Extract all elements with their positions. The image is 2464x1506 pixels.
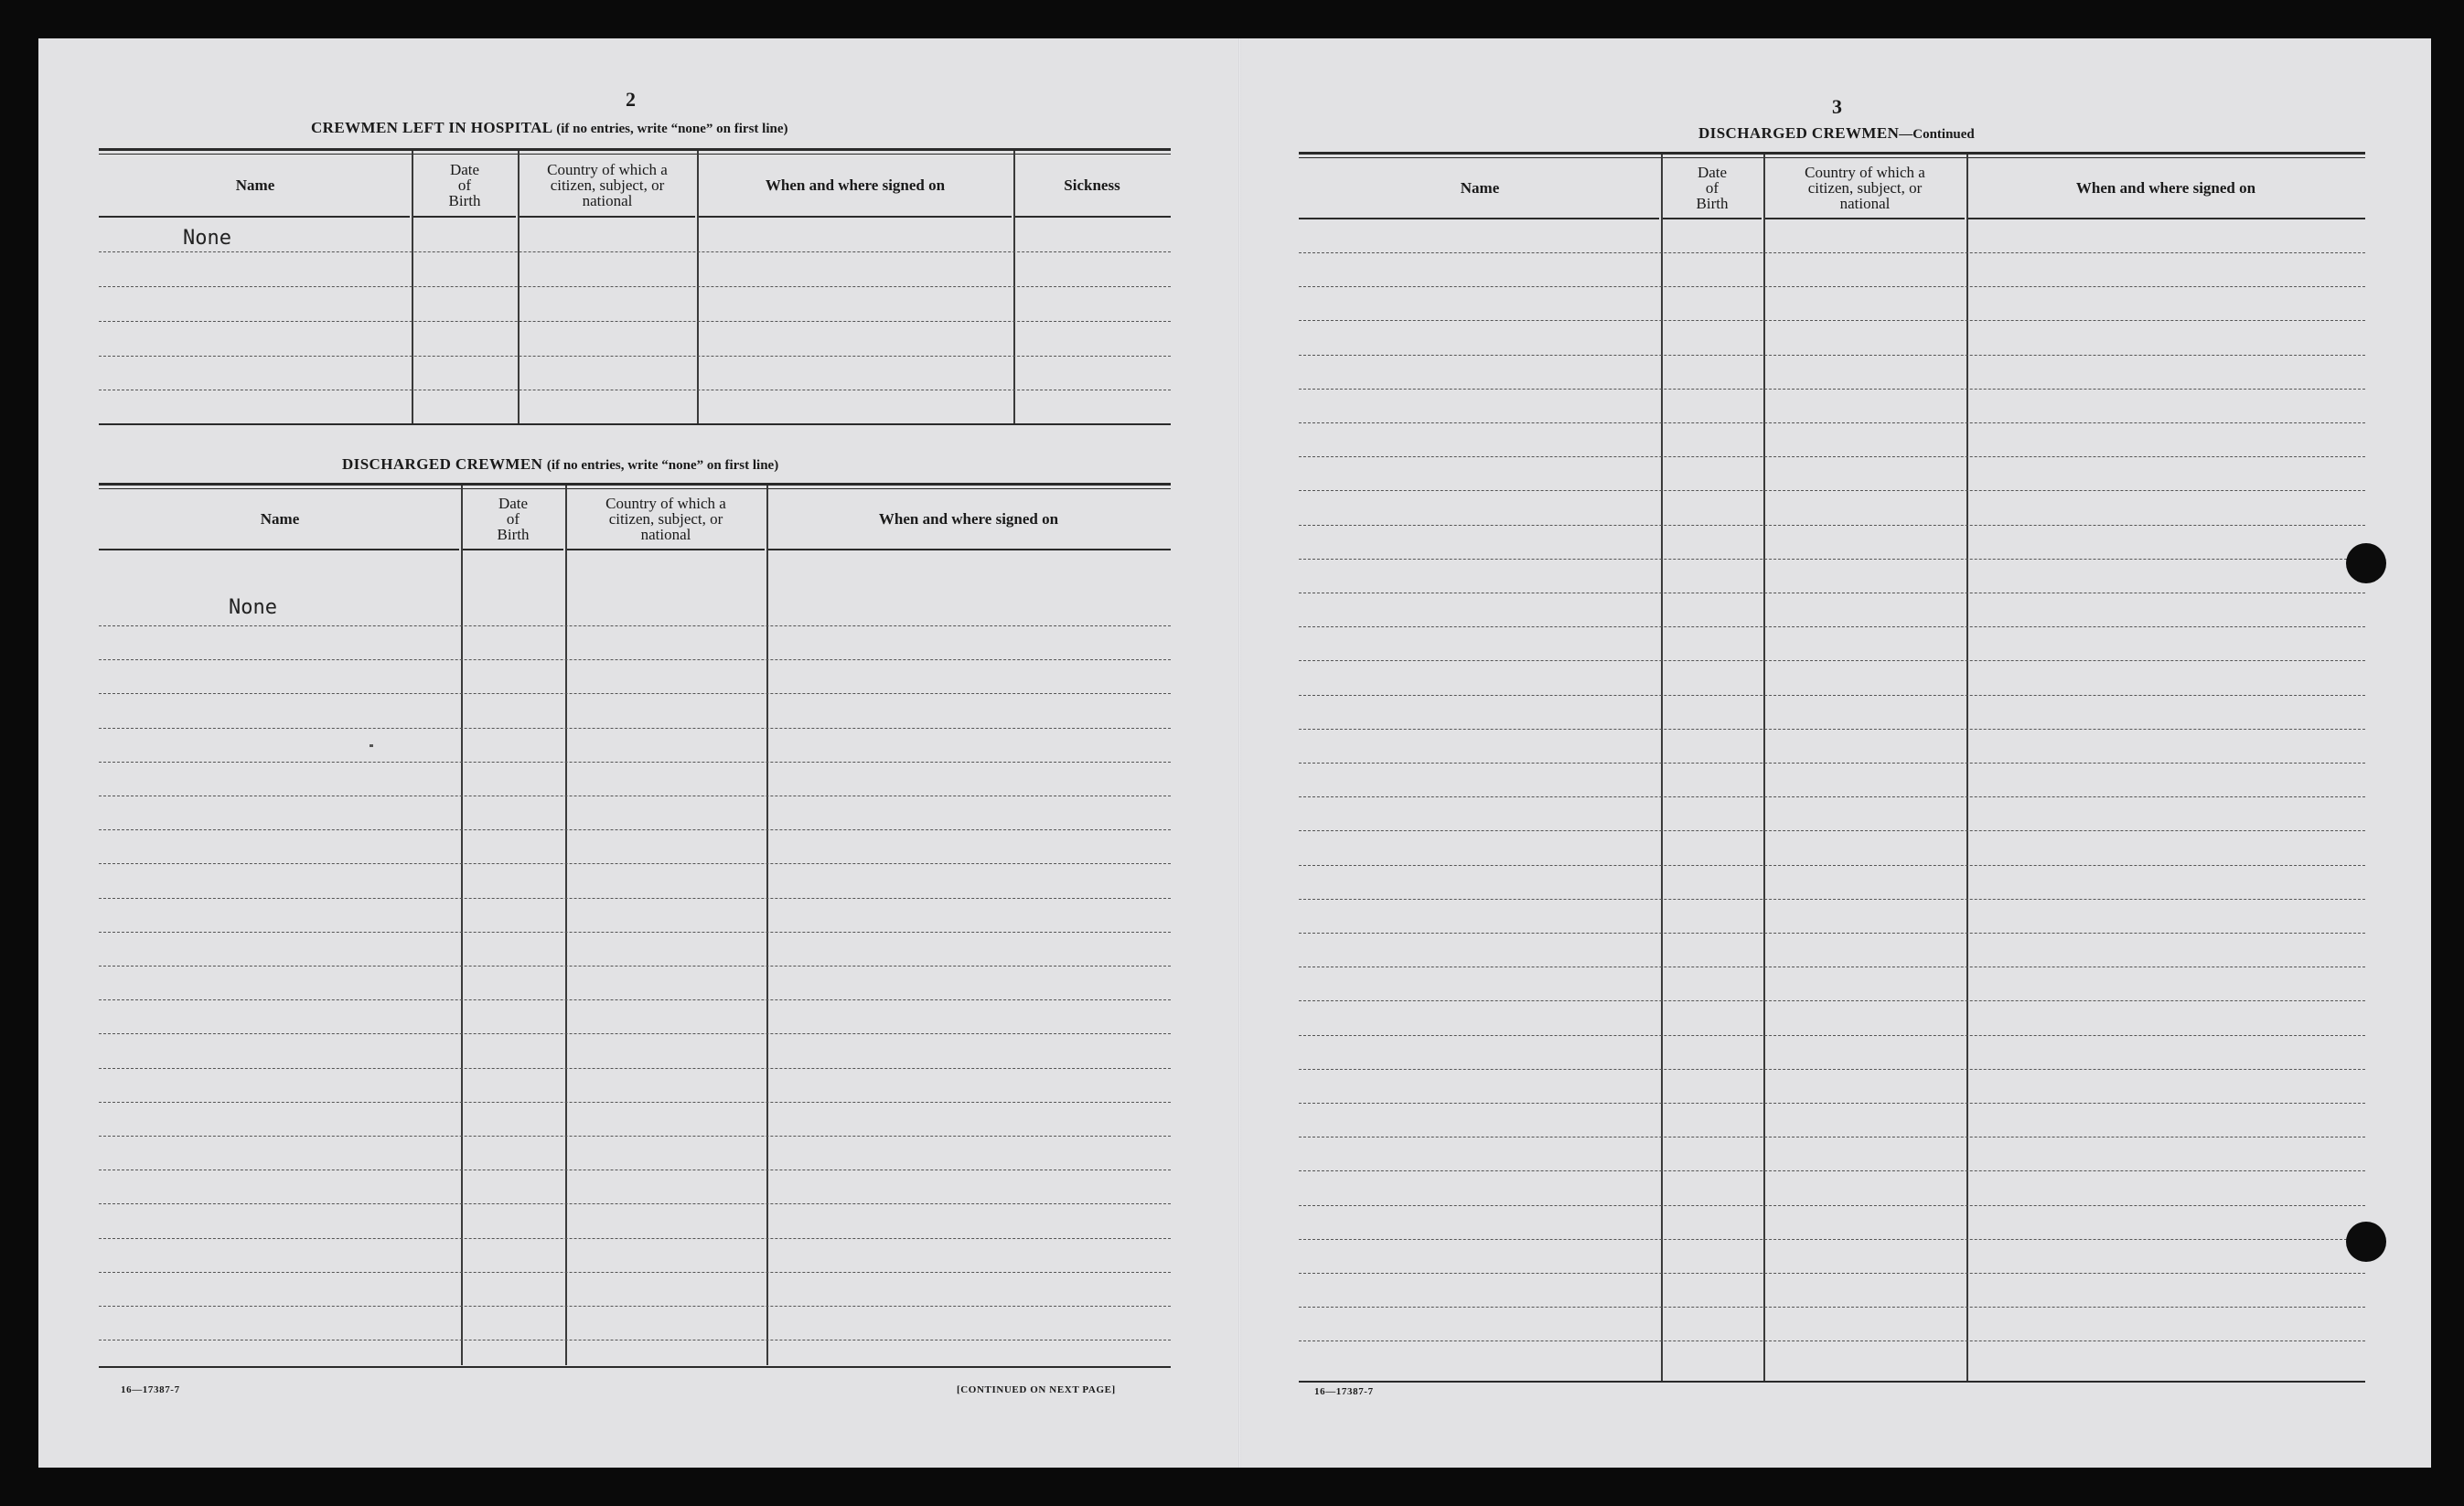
entry-line (1299, 1035, 2365, 1036)
entry-line (1299, 899, 2365, 900)
entry-line (1299, 1340, 2365, 1341)
entry-line (99, 1272, 1171, 1273)
entry-line (1299, 525, 2365, 526)
entry-line (99, 321, 1171, 322)
entry-line (1299, 320, 2365, 321)
continued-suffix: —Continued (1899, 127, 1975, 142)
discharged-title-text: DISCHARGED CREWMEN (342, 455, 543, 473)
punch-hole (2346, 543, 2386, 583)
header-underline (699, 216, 1012, 218)
entry-line (99, 1306, 1171, 1307)
discharged-table-left (99, 483, 1171, 1406)
column-divider (412, 151, 413, 423)
table-top-rule (99, 483, 1171, 489)
page-3 (1241, 38, 2431, 1468)
entry-line (99, 1136, 1171, 1137)
ink-speck (370, 744, 373, 747)
header-underline (1015, 216, 1171, 218)
col-signed-header: When and where signed on (2075, 178, 2256, 197)
discharged-section-title (342, 455, 778, 474)
entry-line (1299, 626, 2365, 627)
hospital-title-text: CREWMEN LEFT IN HOSPITAL (311, 119, 552, 136)
entry-line (1299, 763, 2365, 764)
page-number: 2 (626, 88, 636, 111)
table-top-rule (1299, 152, 2365, 158)
continued-note: [CONTINUED ON NEXT PAGE] (957, 1384, 1116, 1395)
entry-line (1299, 456, 2365, 457)
entry-line (1299, 1069, 2365, 1070)
header-underline (99, 549, 459, 550)
form-number: 16—17387-7 (121, 1384, 180, 1395)
entry-line (1299, 1239, 2365, 1240)
table-header (99, 155, 1171, 215)
col-dob-header: Date of Birth (1696, 163, 1729, 212)
column-divider (518, 151, 520, 423)
header-underline (463, 549, 563, 550)
entry-line (1299, 1170, 2365, 1171)
column-divider (697, 151, 699, 423)
col-country-header: Country of which a citizen, subject, or national (547, 160, 668, 209)
entry-line (99, 863, 1171, 864)
entry-line (1299, 490, 2365, 491)
col-country-header: Country of which a citizen, subject, or national (605, 494, 726, 543)
column-divider (565, 486, 567, 1365)
entry-line (1299, 355, 2365, 356)
entry-line (99, 625, 1171, 626)
header-underline (520, 216, 695, 218)
header-underline (567, 549, 765, 550)
discharged-continued-title-text: DISCHARGED CREWMEN (1698, 124, 1900, 142)
col-name-header: Name (235, 176, 275, 194)
table-bottom-rule (99, 423, 1171, 425)
table-header (99, 489, 1171, 548)
entry-line (99, 659, 1171, 660)
col-signed-header: When and where signed on (878, 509, 1059, 528)
punch-hole (2346, 1222, 2386, 1262)
discharged-first-entry: None (229, 596, 277, 619)
form-number: 16—17387-7 (1314, 1386, 1374, 1397)
col-country-header: Country of which a citizen, subject, or national (1805, 163, 1925, 212)
entry-line (1299, 660, 2365, 661)
column-divider (1013, 151, 1015, 423)
entry-line (1299, 286, 2365, 287)
column-divider (1966, 155, 1968, 1382)
entry-line (1299, 796, 2365, 797)
col-name-header: Name (260, 509, 300, 528)
entry-line (1299, 933, 2365, 934)
hospital-section-title (311, 119, 788, 137)
discharged-continued-title (1698, 124, 1975, 143)
entry-line (99, 762, 1171, 763)
entry-line (1299, 1000, 2365, 1001)
col-dob-header: Date of Birth (448, 160, 481, 209)
discharged-instruction: (if no entries, write “none” on first line) (546, 458, 779, 473)
entry-line (1299, 695, 2365, 696)
hospital-table (99, 148, 1171, 470)
header-underline (1968, 218, 2365, 219)
entry-line (99, 1203, 1171, 1204)
discharged-table-right (1299, 152, 2365, 1423)
header-underline (768, 549, 1171, 550)
header-underline (1299, 218, 1659, 219)
entry-line (1299, 1205, 2365, 1206)
header-underline (1765, 218, 1965, 219)
column-divider (766, 486, 768, 1365)
header-underline (1663, 218, 1762, 219)
entry-line (1299, 830, 2365, 831)
entry-line (1299, 252, 2365, 253)
header-underline (99, 216, 410, 218)
col-sickness-header: Sickness (1064, 176, 1120, 194)
col-dob-header: Date of Birth (497, 494, 530, 543)
entry-line (99, 932, 1171, 933)
entry-line (99, 999, 1171, 1000)
hospital-first-entry: None (183, 227, 231, 250)
table-bottom-rule (1299, 1381, 2365, 1383)
entry-line (99, 1068, 1171, 1069)
entry-line (99, 1033, 1171, 1034)
hospital-instruction: (if no entries, write “none” on first line) (556, 122, 788, 136)
entry-line (99, 898, 1171, 899)
entry-line (1299, 559, 2365, 560)
column-divider (1661, 155, 1663, 1382)
entry-line (99, 728, 1171, 729)
page-number: 3 (1832, 95, 1842, 118)
entry-line (1299, 389, 2365, 390)
col-name-header: Name (1460, 178, 1500, 197)
entry-line (1299, 1137, 2365, 1138)
entry-line (1299, 729, 2365, 730)
entry-line (1299, 1103, 2365, 1104)
entry-line (99, 1102, 1171, 1103)
column-divider (461, 486, 463, 1365)
column-divider (1763, 155, 1765, 1382)
document-sheet (38, 38, 2431, 1468)
header-underline (413, 216, 516, 218)
entry-line (1299, 422, 2365, 423)
entry-line (1299, 1273, 2365, 1274)
entry-line (1299, 865, 2365, 866)
entry-line (99, 286, 1171, 287)
entry-line (1299, 1307, 2365, 1308)
entry-line (99, 829, 1171, 830)
table-header (1299, 158, 2365, 217)
entry-line (99, 356, 1171, 357)
table-top-rule (99, 148, 1171, 155)
col-signed-header: When and where signed on (765, 176, 946, 194)
entry-line (99, 966, 1171, 967)
entry-line (99, 1238, 1171, 1239)
entry-line (99, 251, 1171, 252)
entry-line (99, 693, 1171, 694)
table-bottom-rule (99, 1366, 1171, 1368)
page-2 (38, 38, 1238, 1468)
